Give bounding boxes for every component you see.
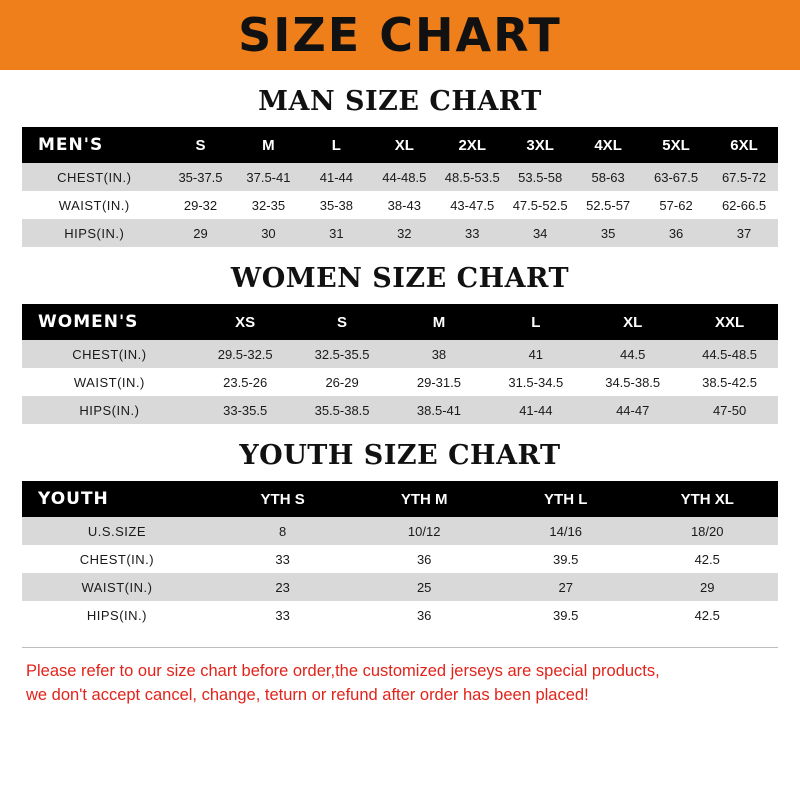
women-waist-xxl: 38.5-42.5 — [681, 368, 778, 396]
section-title-men: MAN SIZE CHART — [258, 86, 542, 117]
section-title-women: WOMEN SIZE CHART — [230, 263, 570, 294]
women-header-s: S — [294, 304, 391, 340]
men-chest-xl: 44-48.5 — [370, 163, 438, 191]
table-row — [22, 219, 778, 247]
youth-table-head — [22, 481, 778, 517]
men-waist-3xl: 47.5-52.5 — [506, 191, 574, 219]
youth-hips-m: 36 — [353, 601, 495, 629]
women-hips-l: 41-44 — [487, 396, 584, 424]
men-hips-6xl: 37 — [710, 219, 778, 247]
men-header-3xl: 3XL — [506, 127, 574, 163]
youth-chest-m: 36 — [353, 545, 495, 573]
table-header-row — [22, 304, 778, 340]
table-header-row — [22, 481, 778, 517]
women-header-xl: XL — [584, 304, 681, 340]
men-hips-5xl: 36 — [642, 219, 710, 247]
women-hips-s: 35.5-38.5 — [294, 396, 391, 424]
youth-header-label: YOUTH — [22, 481, 212, 517]
disclaimer-note — [22, 647, 778, 708]
youth-row-hips-label: HIPS(IN.) — [22, 601, 212, 629]
women-waist-m: 29-31.5 — [391, 368, 488, 396]
table-row — [22, 368, 778, 396]
youth-ussize-m: 10/12 — [353, 517, 495, 545]
table-row — [22, 191, 778, 219]
men-hips-l: 31 — [302, 219, 370, 247]
youth-chest-s: 33 — [212, 545, 354, 573]
youth-header-l: YTH L — [495, 481, 637, 517]
banner — [0, 0, 800, 70]
women-row-hips-label: HIPS(IN.) — [22, 396, 197, 424]
disclaimer-line-1: Please refer to our size chart before order,the customized jerseys are special products, — [26, 662, 660, 680]
men-header-6xl: 6XL — [710, 127, 778, 163]
men-row-hips-label: HIPS(IN.) — [22, 219, 167, 247]
youth-header-xl: YTH XL — [636, 481, 778, 517]
youth-ussize-s: 8 — [212, 517, 354, 545]
youth-header-m: YTH M — [353, 481, 495, 517]
men-header-m: M — [234, 127, 302, 163]
women-table-head — [22, 304, 778, 340]
men-hips-s: 29 — [167, 219, 235, 247]
women-row-waist-label: WAIST(IN.) — [22, 368, 197, 396]
page-title: SIZE CHART — [238, 8, 562, 62]
women-header-label: WOMEN'S — [22, 304, 197, 340]
youth-hips-l: 39.5 — [495, 601, 637, 629]
men-hips-xl: 32 — [370, 219, 438, 247]
youth-ussize-xl: 18/20 — [636, 517, 778, 545]
women-chest-xl: 44.5 — [584, 340, 681, 368]
men-header-l: L — [302, 127, 370, 163]
table-row — [22, 545, 778, 573]
men-hips-4xl: 35 — [574, 219, 642, 247]
table-row — [22, 517, 778, 545]
table-row — [22, 601, 778, 629]
youth-table-body — [22, 517, 778, 629]
men-row-chest-label: CHEST(IN.) — [22, 163, 167, 191]
youth-waist-xl: 29 — [636, 573, 778, 601]
youth-row-chest-label: CHEST(IN.) — [22, 545, 212, 573]
women-chest-l: 41 — [487, 340, 584, 368]
men-header-2xl: 2XL — [438, 127, 506, 163]
women-size-table — [22, 304, 778, 424]
youth-hips-s: 33 — [212, 601, 354, 629]
men-chest-6xl: 67.5-72 — [710, 163, 778, 191]
youth-row-waist-label: WAIST(IN.) — [22, 573, 212, 601]
men-header-s: S — [167, 127, 235, 163]
men-size-table — [22, 127, 778, 247]
youth-ussize-l: 14/16 — [495, 517, 637, 545]
women-hips-xxl: 47-50 — [681, 396, 778, 424]
women-chest-xxl: 44.5-48.5 — [681, 340, 778, 368]
men-waist-5xl: 57-62 — [642, 191, 710, 219]
youth-waist-m: 25 — [353, 573, 495, 601]
men-chest-l: 41-44 — [302, 163, 370, 191]
men-waist-6xl: 62-66.5 — [710, 191, 778, 219]
men-header-5xl: 5XL — [642, 127, 710, 163]
youth-hips-xl: 42.5 — [636, 601, 778, 629]
content — [0, 86, 800, 708]
section-youth — [22, 440, 778, 629]
women-waist-xl: 34.5-38.5 — [584, 368, 681, 396]
men-header-label: MEN'S — [22, 127, 167, 163]
youth-row-ussize-label: U.S.SIZE — [22, 517, 212, 545]
men-table-body — [22, 163, 778, 247]
men-hips-3xl: 34 — [506, 219, 574, 247]
section-title-youth: YOUTH SIZE CHART — [239, 440, 561, 471]
women-hips-xs: 33-35.5 — [197, 396, 294, 424]
women-row-chest-label: CHEST(IN.) — [22, 340, 197, 368]
women-hips-m: 38.5-41 — [391, 396, 488, 424]
women-waist-l: 31.5-34.5 — [487, 368, 584, 396]
men-waist-l: 35-38 — [302, 191, 370, 219]
table-row — [22, 340, 778, 368]
section-men — [22, 86, 778, 247]
men-waist-2xl: 43-47.5 — [438, 191, 506, 219]
men-waist-4xl: 52.5-57 — [574, 191, 642, 219]
men-header-4xl: 4XL — [574, 127, 642, 163]
men-waist-xl: 38-43 — [370, 191, 438, 219]
women-waist-xs: 23.5-26 — [197, 368, 294, 396]
women-table-body — [22, 340, 778, 424]
youth-waist-l: 27 — [495, 573, 637, 601]
youth-header-s: YTH S — [212, 481, 354, 517]
women-hips-xl: 44-47 — [584, 396, 681, 424]
table-header-row — [22, 127, 778, 163]
men-header-xl: XL — [370, 127, 438, 163]
men-waist-s: 29-32 — [167, 191, 235, 219]
women-chest-s: 32.5-35.5 — [294, 340, 391, 368]
section-women — [22, 263, 778, 424]
men-waist-m: 32-35 — [234, 191, 302, 219]
table-row — [22, 163, 778, 191]
women-chest-m: 38 — [391, 340, 488, 368]
youth-chest-l: 39.5 — [495, 545, 637, 573]
men-chest-m: 37.5-41 — [234, 163, 302, 191]
men-row-waist-label: WAIST(IN.) — [22, 191, 167, 219]
women-header-xs: XS — [197, 304, 294, 340]
men-chest-3xl: 53.5-58 — [506, 163, 574, 191]
men-hips-2xl: 33 — [438, 219, 506, 247]
men-chest-5xl: 63-67.5 — [642, 163, 710, 191]
disclaimer-line-2: we don't accept cancel, change, teturn or refund after order has been placed! — [26, 685, 589, 704]
men-hips-m: 30 — [234, 219, 302, 247]
men-chest-s: 35-37.5 — [167, 163, 235, 191]
youth-size-table — [22, 481, 778, 629]
youth-chest-xl: 42.5 — [636, 545, 778, 573]
women-waist-s: 26-29 — [294, 368, 391, 396]
table-row — [22, 396, 778, 424]
men-chest-2xl: 48.5-53.5 — [438, 163, 506, 191]
table-row — [22, 573, 778, 601]
women-chest-xs: 29.5-32.5 — [197, 340, 294, 368]
men-chest-4xl: 58-63 — [574, 163, 642, 191]
women-header-l: L — [487, 304, 584, 340]
men-table-head — [22, 127, 778, 163]
youth-waist-s: 23 — [212, 573, 354, 601]
women-header-m: M — [391, 304, 488, 340]
women-header-xxl: XXL — [681, 304, 778, 340]
